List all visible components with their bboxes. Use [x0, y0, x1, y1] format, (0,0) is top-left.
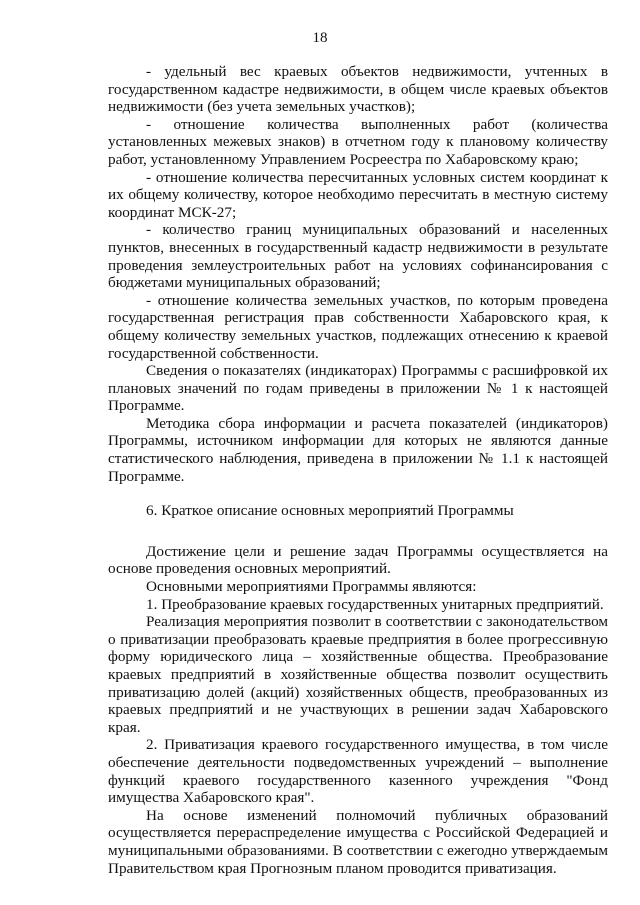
redistribution-paragraph: На основе изменений полномочий публичных образований осуществляется перераспределение имущества с Российской Федерацией и муниципальными образованиями. В соответствии с ежегодно утверждаемым Правительством края Прогнозным планом проводится приватизация. — [108, 806, 608, 877]
activity-2-title: 2. Приватизация краевого государственного имущества, в том числе обеспечение деятельности подведомственных учреждений – выполнение функций краевого государственного казенного учреждения "Фонд имущества Хабаровского края". — [108, 736, 608, 807]
section-heading: 6. Краткое описание основных мероприятий Программы — [146, 502, 514, 520]
document-body — [108, 63, 608, 877]
goal-achievement-paragraph: Достижение цели и решение задач Программы осуществляется на основе проведения основных мероприятий. — [108, 542, 608, 578]
main-activities-intro: Основными мероприятиями Программы являются: — [146, 578, 477, 596]
page-number: 18 — [312, 30, 328, 46]
indicator-municipal-borders: - количество границ муниципальных образований и населенных пунктов, внесенных в государственный кадастр недвижимости в результате проведения землеустроительных работ на условиях софинансирования с бюджетами муниципальных образований; — [108, 221, 608, 292]
indicator-coordinate-systems: - отношение количества пересчитанных условных систем координат к их общему количеству, которое необходимо пересчитать в местную систему координат МСК-27; — [108, 168, 608, 221]
indicator-land-registration: - отношение количества земельных участков, по которым проведена государственная регистрация прав собственности Хабаровского края, к общему количеству земельных участков, подлежащих отнесению к краевой государственной собственности. — [108, 291, 608, 362]
activity-1-title: 1. Преобразование краевых государственных унитарных предприятий. — [146, 595, 604, 613]
indicator-real-estate-share: - удельный вес краевых объектов недвижимости, учтенных в государственном кадастре недвижимости, в общем числе краевых объектов недвижимости (без учета земельных участков); — [108, 63, 608, 116]
methodology-paragraph: Методика сбора информации и расчета показателей (индикаторов) Программы, источником информации для которых не являются данные статистического наблюдения, приведена в приложении № 1.1 к настоящей Программе. — [108, 414, 608, 485]
indicator-boundary-markers: - отношение количества выполненных работ (количества установленных межевых знаков) в отчетном году к плановому количеству работ, установленному Управлением Росреестра по Хабаровскому краю; — [108, 115, 608, 168]
activity-1-description: Реализация мероприятия позволит в соответствии с законодательством о приватизации преобразовать краевые предприятия в более прогрессивную форму юридического лица – хозяйственные общества. Преобразование краевых предприятий в хозяйственные общества позволит осуществить приватизацию долей (акций) хозяйственных обществ, преобразованных из краевых предприятий и не участвующих в решении задач Хабаровского края. — [108, 613, 608, 736]
indicators-appendix-paragraph: Сведения о показателях (индикаторах) Программы с расшифровкой их плановых значений по годам приведены в приложении № 1 к настоящей Программе. — [108, 362, 608, 415]
